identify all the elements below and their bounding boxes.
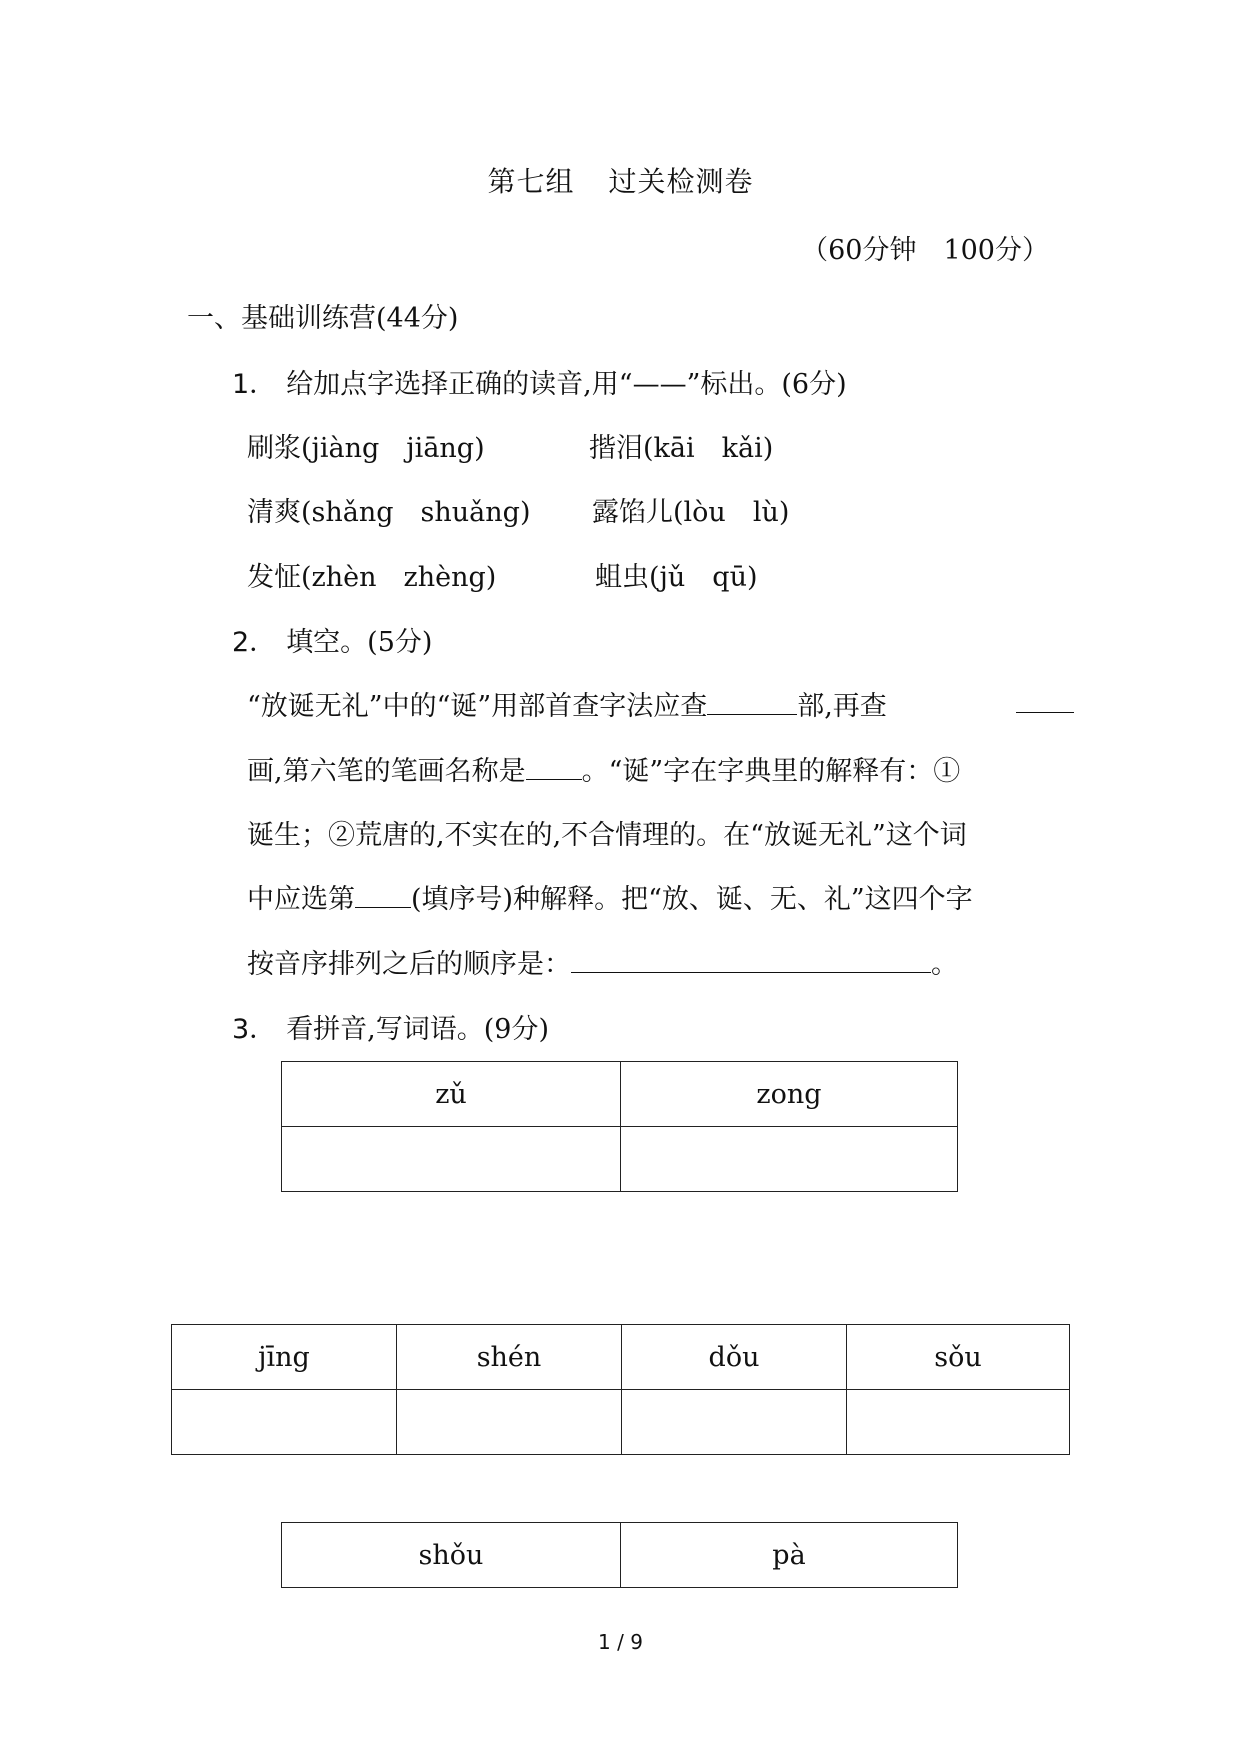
answer-cell[interactable]	[282, 1127, 621, 1192]
question-2	[232, 620, 432, 659]
question-2-text: 填空。(5分)	[286, 627, 433, 658]
page-title	[0, 160, 1241, 200]
question-2-line-4: 中应选第 (填序号)种解释。把“放、诞、无、礼”这四个字	[247, 884, 973, 915]
exam-time-score: （60分钟 100分）	[801, 235, 1049, 266]
question-2-line-3: 诞生；②荒唐的,不实在的,不合情理的。在“放诞无礼”这个词	[247, 820, 967, 851]
pinyin-cell: jīng	[172, 1325, 397, 1390]
pinyin-cell: pà	[621, 1523, 958, 1588]
answer-cell[interactable]	[621, 1127, 958, 1192]
pinyin-table-1	[281, 1061, 958, 1192]
pinyin-cell: sǒu	[847, 1325, 1070, 1390]
page-number: 1 / 9	[598, 1630, 643, 1654]
title-name: 过关检测卷	[608, 165, 754, 198]
answer-blank[interactable]	[526, 778, 582, 780]
pinyin-table-2	[171, 1324, 1070, 1455]
answer-cell[interactable]	[397, 1390, 622, 1455]
pinyin-cell: zong	[621, 1062, 958, 1127]
pinyin-cell: shén	[397, 1325, 622, 1390]
question-1	[232, 362, 847, 401]
question-3-text: 看拼音,写词语。(9分)	[286, 1014, 550, 1045]
option-item: 蛆虫(jǔ qū)	[595, 562, 758, 593]
section-heading: 一、基础训练营(44分)	[187, 303, 459, 334]
question-2-line-1: “放诞无礼”中的“诞”用部首查字法应查 部,再查	[247, 691, 887, 722]
answer-blank[interactable]	[707, 713, 797, 715]
option-item: 刷浆(jiàng jiāng)	[247, 433, 485, 464]
question-2-number: 2．	[232, 627, 277, 658]
option-item: 揩泪(kāi kǎi)	[589, 433, 774, 464]
option-item: 露馅儿(lòu lù)	[592, 497, 790, 528]
answer-cell[interactable]	[622, 1390, 847, 1455]
question-3-number: 3．	[232, 1014, 277, 1045]
answer-blank[interactable]	[355, 906, 411, 908]
answer-blank[interactable]	[1016, 712, 1074, 713]
question-3	[232, 1007, 549, 1046]
question-2-line-2: 画,第六笔的笔画名称是 。“诞”字在字典里的解释有：①	[247, 756, 961, 787]
question-1-text: 给加点字选择正确的读音,用“——”标出。(6分)	[286, 369, 847, 400]
question-1-number: 1．	[232, 369, 277, 400]
option-item: 清爽(shǎng shuǎng)	[247, 497, 531, 528]
option-item: 发怔(zhèn zhèng)	[247, 562, 497, 593]
question-2-line-5: 按音序排列之后的顺序是： 。	[247, 949, 958, 980]
pinyin-cell: dǒu	[622, 1325, 847, 1390]
pinyin-table-3	[281, 1522, 958, 1588]
answer-cell[interactable]	[847, 1390, 1070, 1455]
pinyin-cell: shǒu	[282, 1523, 621, 1588]
answer-blank[interactable]	[571, 971, 931, 973]
pinyin-cell: zǔ	[282, 1062, 621, 1127]
answer-cell[interactable]	[172, 1390, 397, 1455]
title-group: 第七组	[487, 165, 575, 198]
